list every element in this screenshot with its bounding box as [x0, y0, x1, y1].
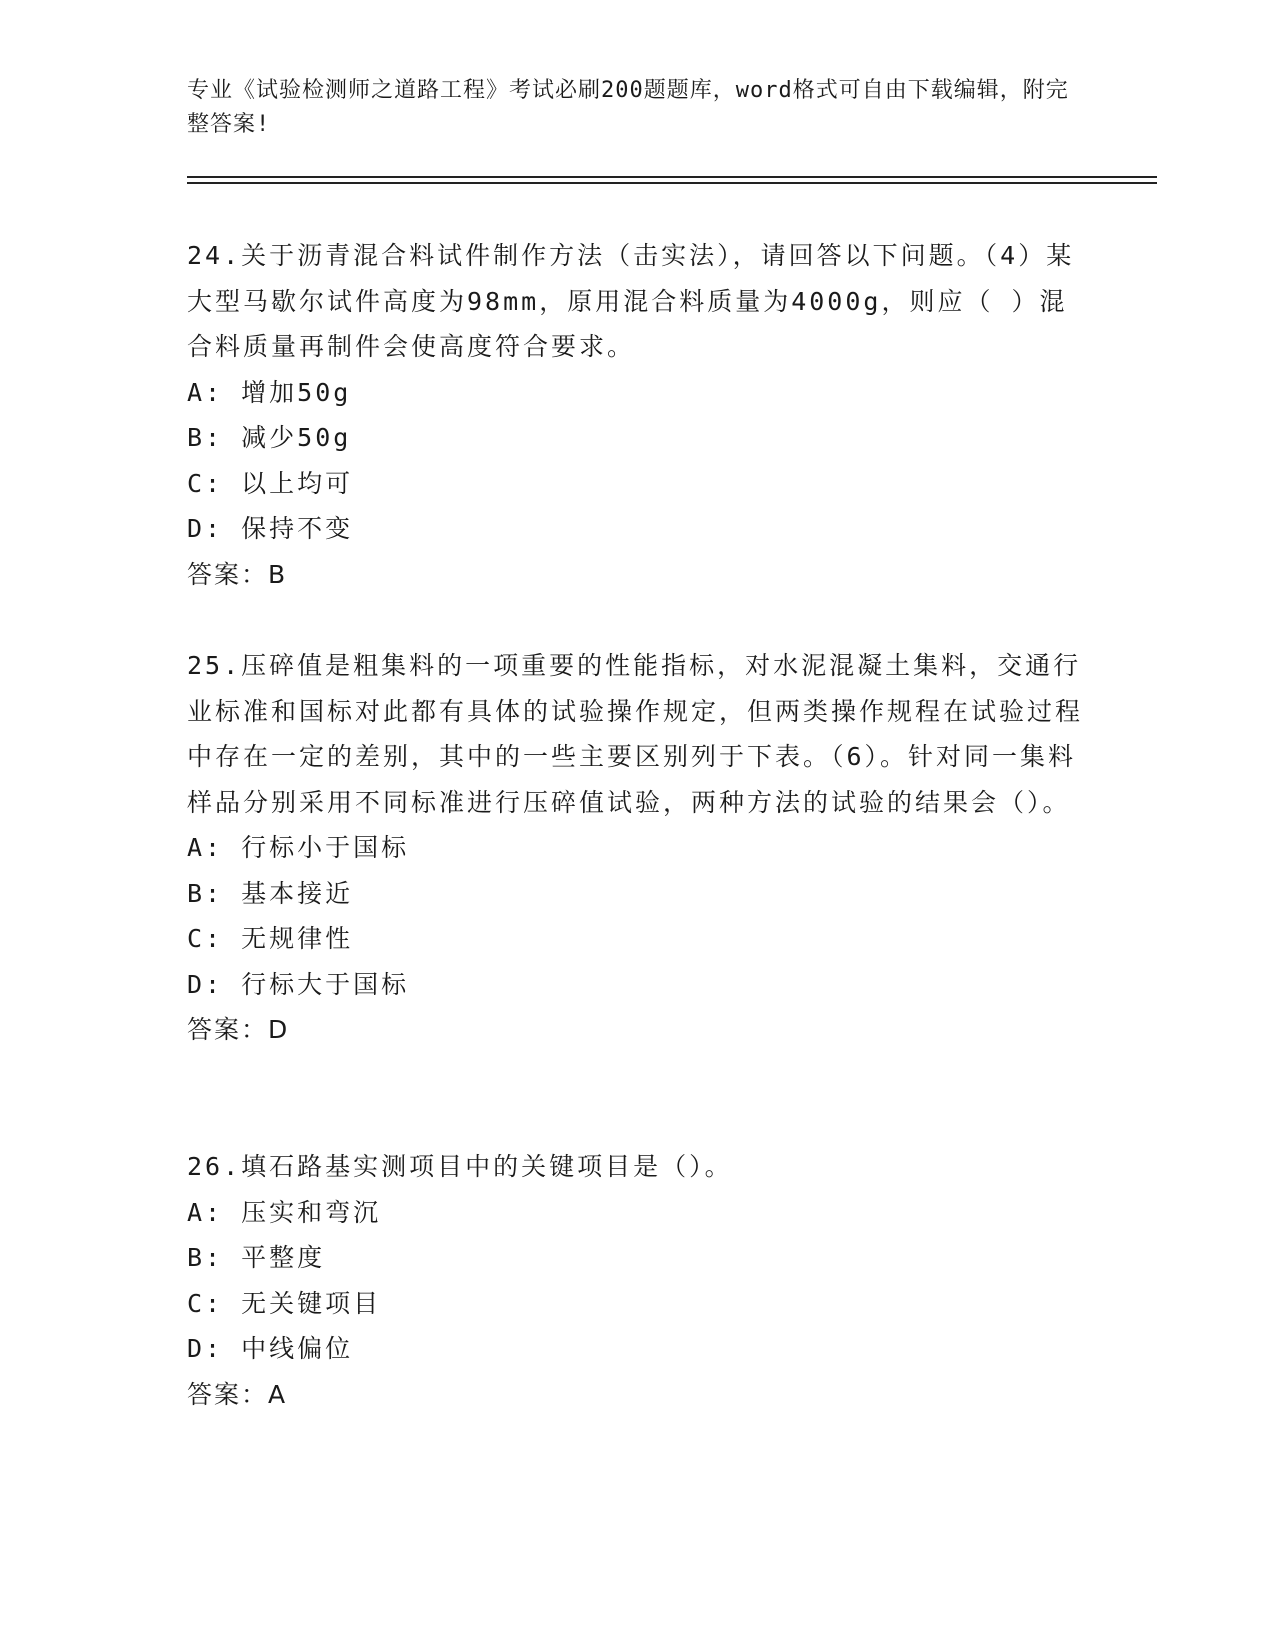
document-header: 专业《试验检测师之道路工程》考试必刷200题题库，word格式可自由下载编辑，附完整答案! [187, 78, 1069, 137]
question-24 [187, 233, 1087, 597]
option-c: C: 以上均可 [187, 468, 354, 498]
question-26 [187, 1144, 1087, 1417]
option-c: C: 无规律性 [187, 924, 354, 953]
option-a: A: 增加50g [187, 377, 352, 407]
header-divider-bottom [187, 182, 1157, 184]
answer-line: 答案：A [187, 1379, 288, 1409]
option-a: A: 行标小于国标 [187, 833, 410, 862]
option-b: B: 基本接近 [187, 878, 354, 908]
option-d: D: 保持不变 [187, 514, 354, 543]
question-25 [187, 643, 1087, 1053]
option-b: B: 减少50g [187, 423, 352, 452]
option-d: D: 中线偏位 [187, 1334, 354, 1363]
answer-line: 答案：B [187, 559, 288, 589]
question-stem: 24.关于沥青混合料试件制作方法（击实法），请回答以下问题。（4）某大型马歇尔试件高度为98mm，原用混合料质量为4000g，则应（ ）混合料质量再制件会使高度符合要求。 [187, 241, 1075, 361]
question-stem: 26.填石路基实测项目中的关键项目是（）。 [187, 1152, 733, 1181]
option-b: B: 平整度 [187, 1243, 326, 1272]
question-stem: 25.压碎值是粗集料的一项重要的性能指标，对水泥混凝土集料，交通行业标准和国标对此都有具体的试验操作规定，但两类操作规程在试验过程中存在一定的差别，其中的一些主要区别列于下表。（6）。针对同一集料样品分别采用不同标准进行压碎值试验，两种方法的试验的结果会（）。 [187, 651, 1084, 817]
header-divider-top [187, 176, 1157, 178]
answer-line: 答案：D [187, 1015, 290, 1044]
option-a: A: 压实和弯沉 [187, 1197, 382, 1227]
option-d: D: 行标大于国标 [187, 969, 410, 999]
option-c: C: 无关键项目 [187, 1288, 382, 1318]
